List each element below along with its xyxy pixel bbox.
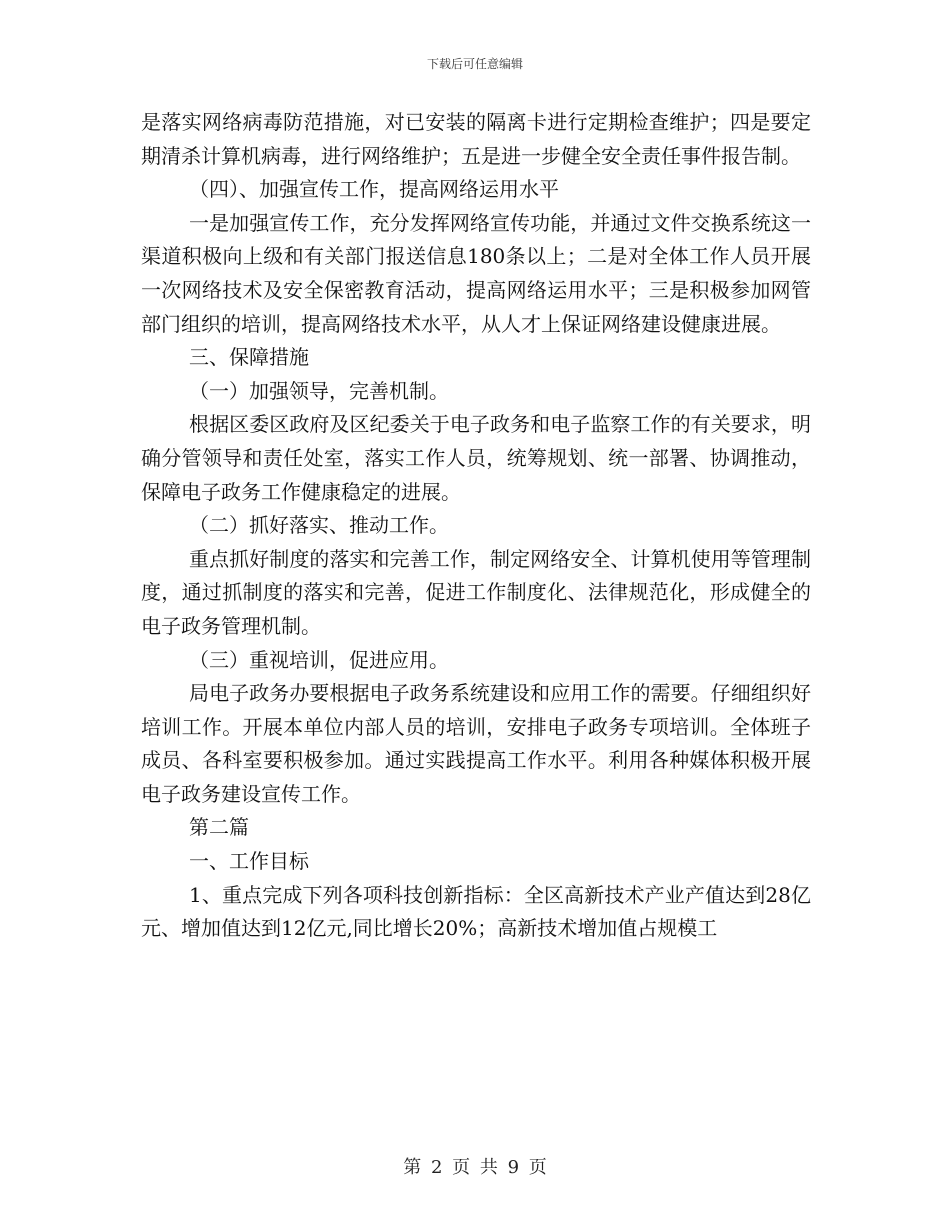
paragraph: 重点抓好制度的落实和完善工作，制定网络安全、计算机使用等管理制度，通过抓制度的落实和完善，促进工作制度化、法律规范化，形成健全的电子政务管理机制。 xyxy=(141,546,811,638)
page-header: 下载后可任意编辑 xyxy=(426,57,523,71)
paragraph: 局电子政务办要根据电子政务系统建设和应用工作的需要。仔细组织好培训工作。开展本单位内部人员的培训，安排电子政务专项培训。全体班子成员、各科室要积极参加。通过实践提高工作水平。利用各种媒体积极开展电子政务建设宣传工作。 xyxy=(141,681,811,806)
section-heading: （二）抓好落实、推动工作。 xyxy=(189,513,449,538)
section-heading: 一、工作目标 xyxy=(189,849,309,874)
page-number: 第 2 页 共 9 页 xyxy=(403,1157,547,1178)
section-heading: （三）重视培训，促进应用。 xyxy=(189,647,449,672)
paragraph: 一是加强宣传工作，充分发挥网络宣传功能，并通过文件交换系统这一渠道积极向上级和有关部门报送信息180条以上；二是对全体工作人员开展一次网络技术及安全保密教育活动，提高网络运用水平；三是积极参加网管部门组织的培训，提高网络技术水平，从人才上保证网络建设健康进展。 xyxy=(141,210,811,336)
section-heading: （一）加强领导，完善机制。 xyxy=(189,378,449,403)
section-heading: 三、保障措施 xyxy=(189,345,309,370)
paragraph: 根据区委区政府及区纪委关于电子政务和电子监察工作的有关要求，明确分管领导和责任处室，落实工作人员，统筹规划、统一部署、协调推动，保障电子政务工作健康稳定的进展。 xyxy=(141,412,811,504)
document-body xyxy=(141,106,811,946)
section-heading: 第二篇 xyxy=(189,815,249,840)
paragraph: 是落实网络病毒防范措施，对已安装的隔离卡进行定期检查维护；四是要定期清杀计算机病毒，进行网络维护；五是进一步健全安全责任事件报告制。 xyxy=(141,110,811,168)
paragraph: 1、重点完成下列各项科技创新指标：全区高新技术产业产值达到28亿元、增加值达到12亿元,同比增长20%；高新技术增加值占规模工 xyxy=(141,882,811,941)
section-heading: （四）、加强宣传工作，提高网络运用水平 xyxy=(189,177,559,202)
